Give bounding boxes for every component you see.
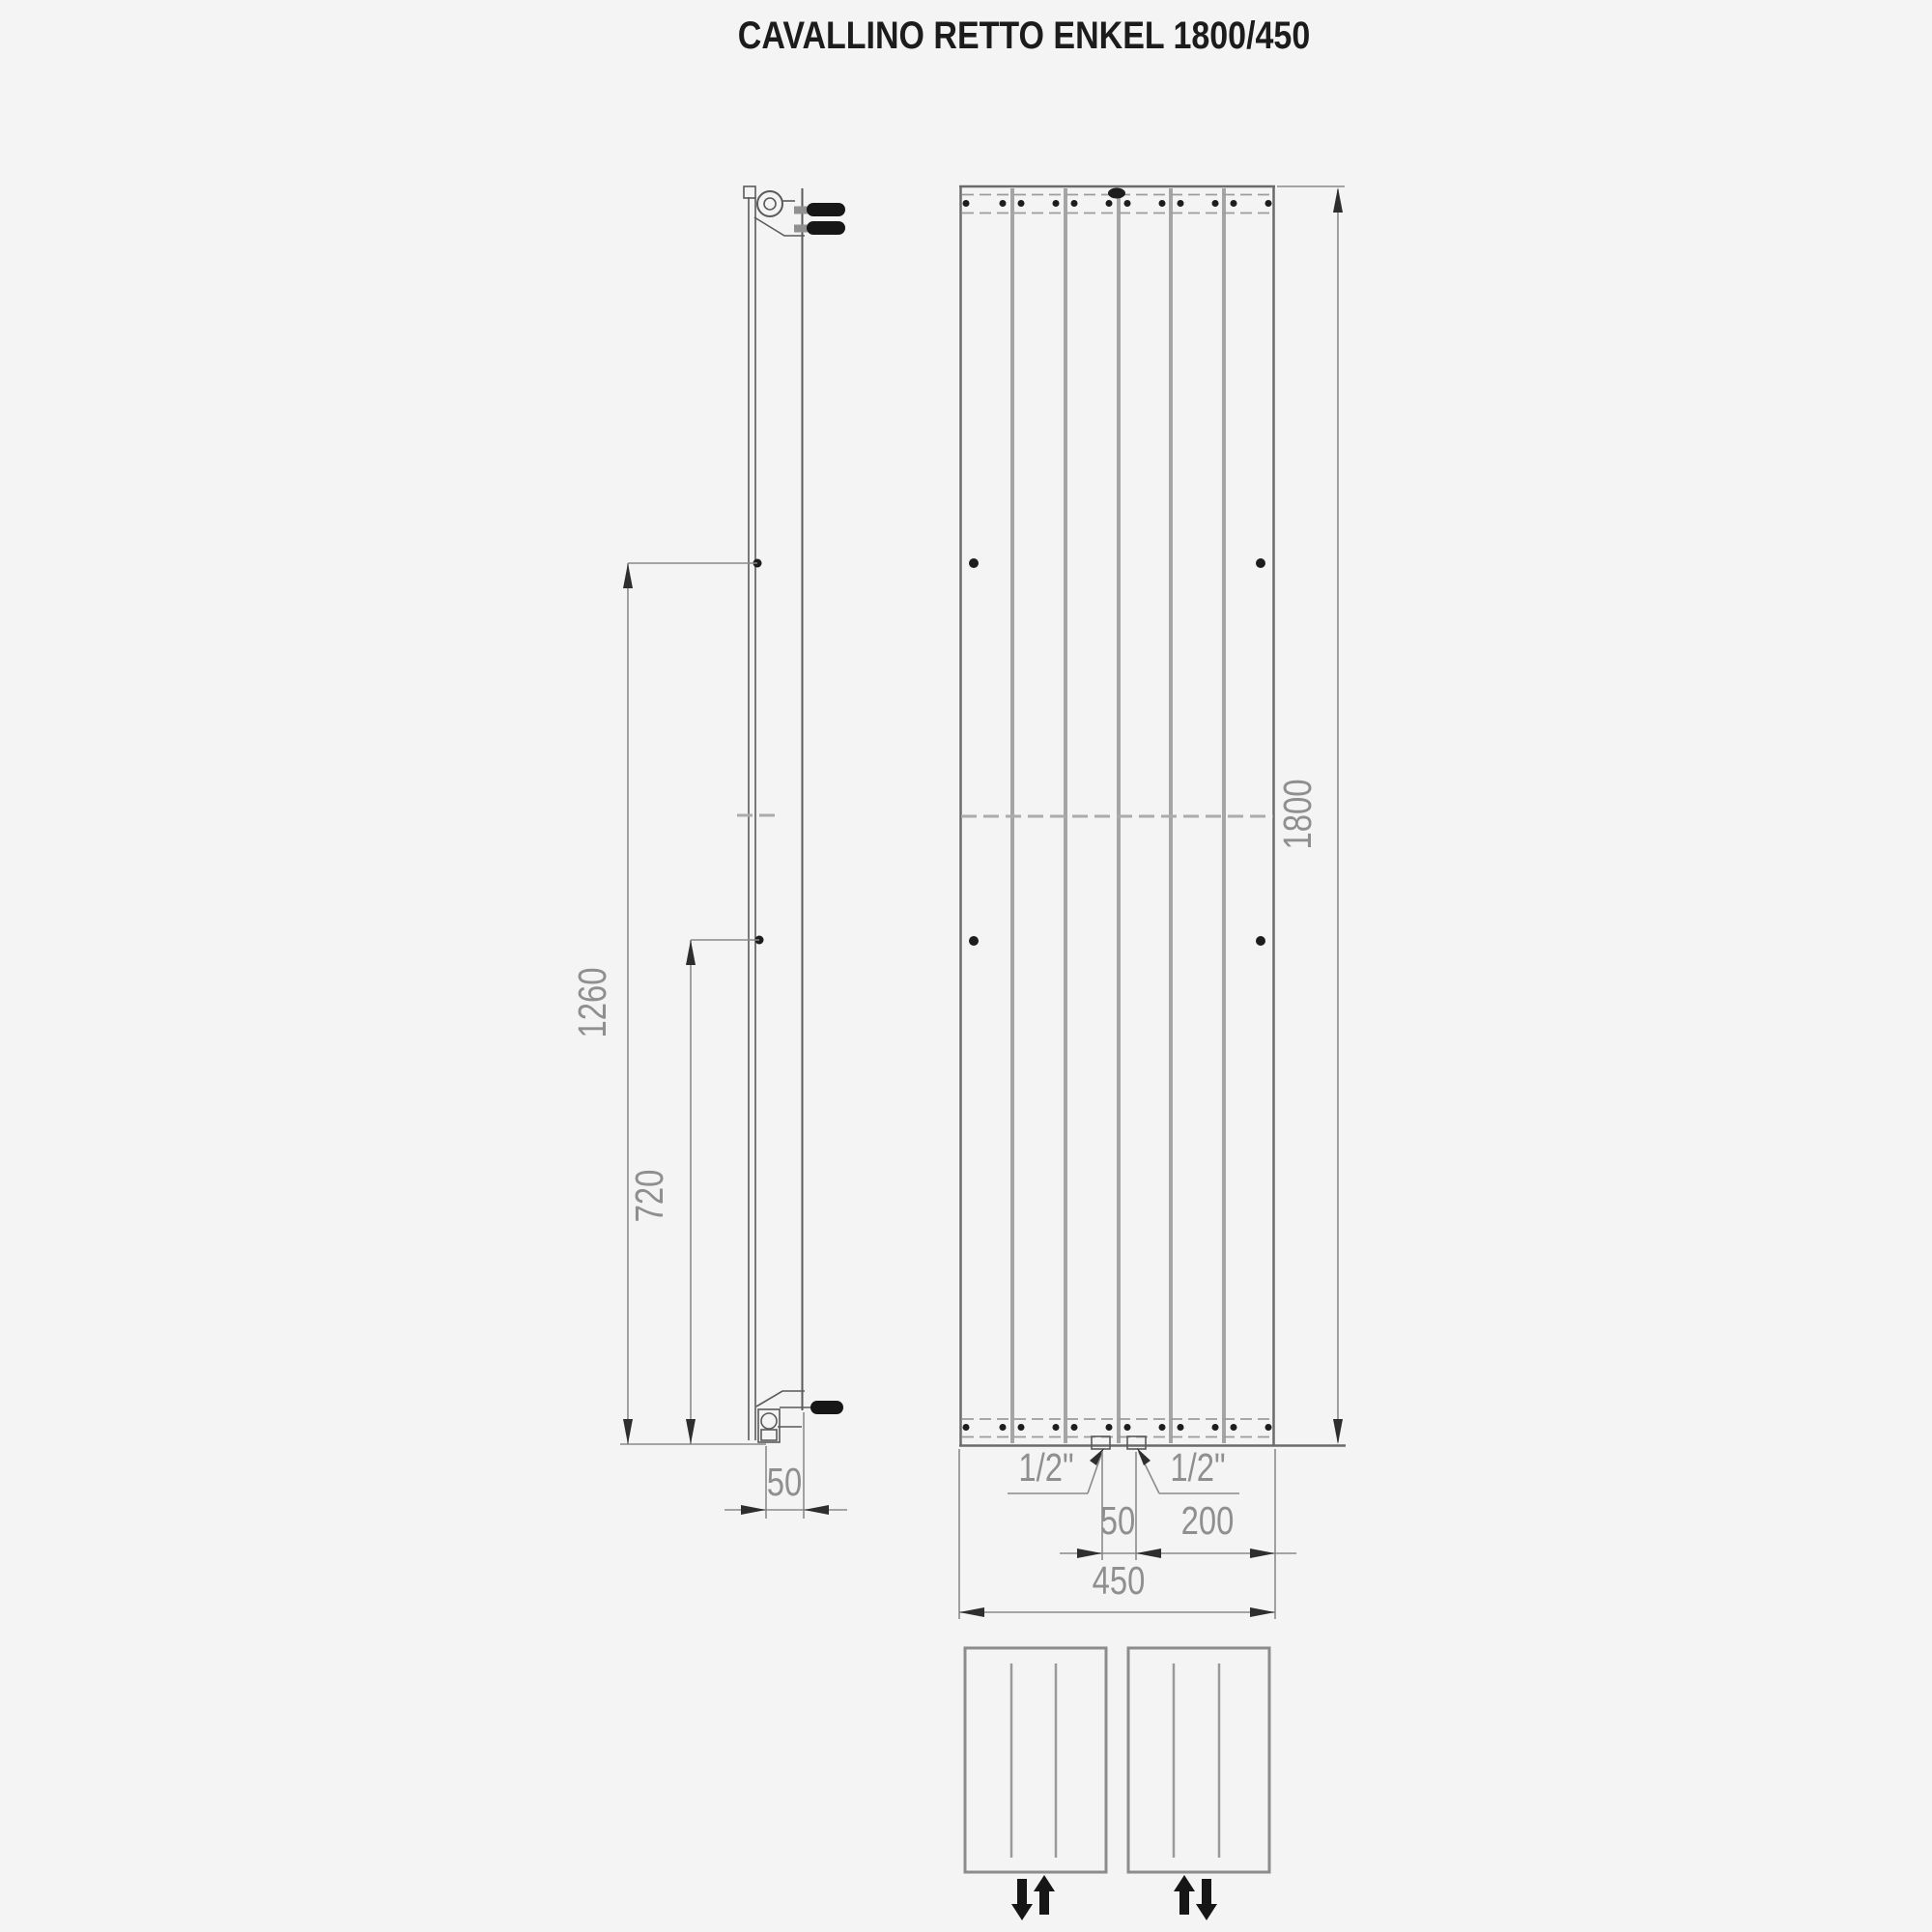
- flow-down-arrow-icon: [1196, 1879, 1217, 1920]
- connection-label-left: [1008, 1444, 1104, 1493]
- dim-720: [626, 940, 696, 1444]
- dim-1260-label: 1260: [569, 967, 614, 1038]
- dim-conn-spacing-label: 50: [1099, 1497, 1136, 1543]
- side-dimensions: [569, 563, 847, 1519]
- dim-720-label: 720: [626, 1169, 671, 1223]
- drawing-title: CAVALLINO RETTO ENKEL 1800/450: [737, 13, 1311, 57]
- flow-option-right: [1128, 1648, 1269, 1920]
- flow-down-arrow-icon: [1011, 1879, 1033, 1920]
- valve-handle-icon: [810, 1401, 843, 1414]
- dim-depth-label: 50: [766, 1459, 803, 1504]
- bottom-collector: [959, 1419, 1346, 1449]
- air-vent-plug-icon: [1108, 188, 1125, 199]
- dim-half-inch-left: 1/2": [1018, 1444, 1074, 1490]
- dim-450-label: 450: [1092, 1557, 1146, 1603]
- bottom-bracket-valve: [756, 1391, 843, 1442]
- dim-half-inch-right: 1/2": [1170, 1444, 1226, 1490]
- dim-1800-label: 1800: [1274, 779, 1320, 850]
- connection-stub-left: [1092, 1436, 1110, 1449]
- dim-depth-50: [724, 1412, 847, 1519]
- front-dimensions: [959, 186, 1345, 1619]
- dim-1800: [1274, 186, 1345, 1444]
- dim-conn-offset-label: 200: [1180, 1497, 1235, 1543]
- connection-label-right: [1137, 1444, 1239, 1493]
- connection-stub-right: [1127, 1436, 1146, 1449]
- flow-up-arrow-icon: [1174, 1875, 1195, 1915]
- dim-1260: [569, 563, 633, 1444]
- flow-option-left: [965, 1648, 1106, 1920]
- flow-up-arrow-icon: [1034, 1875, 1055, 1915]
- side-top-tab: [744, 186, 755, 198]
- side-view: [737, 186, 845, 1442]
